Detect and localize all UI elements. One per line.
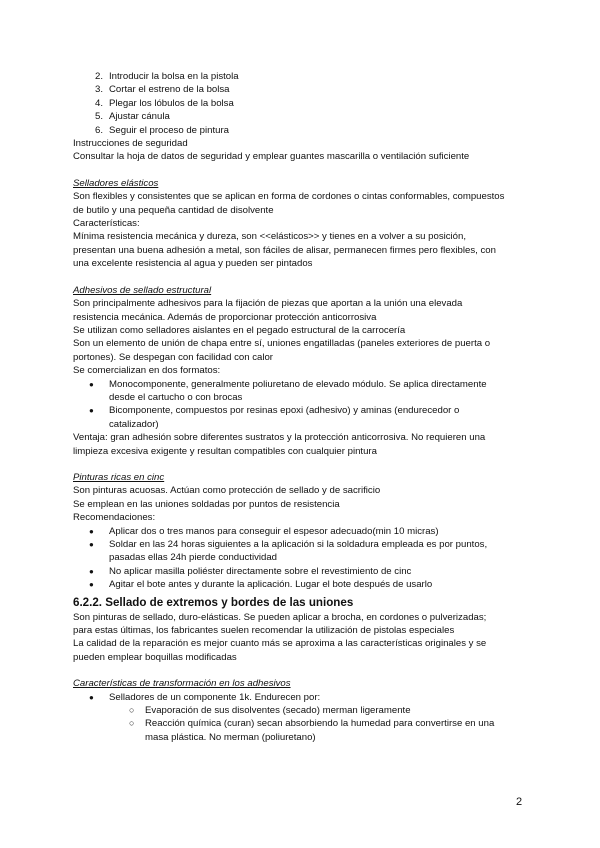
safety-title: Instrucciones de seguridad <box>73 138 188 150</box>
list-item <box>73 565 531 578</box>
list-text: pasadas ellas 24h pierde conductividad <box>109 552 278 564</box>
list-text: Cortar el estreno de la bolsa <box>109 84 230 96</box>
list-item <box>73 717 531 744</box>
safety-text: Consultar la hoja de datos de seguridad y emplear guantes mascarilla o ventilación suficiente <box>73 151 470 163</box>
paragraph-line: Son pinturas acuosas. Actúan como protección de sellado y de sacrificio <box>73 485 381 497</box>
list-item <box>73 83 531 96</box>
list-number: 6. <box>94 124 103 136</box>
zinc-heading: Pinturas ricas en cinc <box>73 471 165 483</box>
paragraph-line: La calidad de la reparación es mejor cuanto más se aproxima a las características originales y se <box>73 638 487 650</box>
paragraph-line: Recomendaciones: <box>73 512 156 524</box>
list-text: desde el cartucho o con brocas <box>109 391 243 403</box>
list-item <box>73 704 531 717</box>
paragraph-line: portones). Se despegan con facilidad con calor <box>73 351 273 363</box>
paragraph-line: Se comercializan en dos formatos: <box>73 365 221 377</box>
transform-heading: Características de transformación en los adhesivos <box>73 678 291 690</box>
list-item <box>73 525 531 538</box>
list-item <box>73 538 531 565</box>
elastic-heading: Selladores elásticos <box>73 177 159 189</box>
list-text: No aplicar masilla poliéster directamente sobre el revestimiento de cinc <box>109 565 412 577</box>
list-text: Selladores de un componente 1k. Endurecen por: <box>109 691 321 703</box>
structural-heading: Adhesivos de sellado estructural <box>73 284 212 296</box>
paragraph-line: Son flexibles y consistentes que se aplican en forma de cordones o cintas conformables, compuestos <box>73 191 505 203</box>
list-number: 2. <box>94 71 103 82</box>
list-text: Ajustar cánula <box>109 111 170 123</box>
list-number: 5. <box>94 111 103 123</box>
paragraph-line: de butilo y una pequeña cantidad de disolvente <box>73 204 274 216</box>
list-text: Bicomponente, compuestos por resinas epoxi (adhesivo) y aminas (endurecedor o <box>109 405 460 417</box>
steps-list <box>73 70 531 137</box>
list-item <box>73 97 531 110</box>
paragraph-line: Son principalmente adhesivos para la fijación de piezas que aportan a la unión una elevada <box>73 298 463 310</box>
page-number: 2 <box>516 796 523 808</box>
list-text: Soldar en las 24 horas siguientes a la aplicación si la soldadura empleada es por puntos, <box>109 539 488 550</box>
recommendations-list <box>73 525 531 592</box>
list-text: Plegar los lóbulos de la bolsa <box>109 97 234 109</box>
list-item <box>73 378 531 405</box>
list-text: Evaporación de sus disolventes (secado) merman ligeramente <box>145 705 411 717</box>
page-content <box>73 70 531 744</box>
paragraph-line: Ventaja: gran adhesión sobre diferentes sustratos y la protección anticorrosiva. No requieren una <box>73 432 486 444</box>
transform-sublist <box>73 704 531 744</box>
list-text: Monocomponente, generalmente poliuretano de elevado módulo. Se aplica directamente <box>109 378 487 390</box>
paragraph-line: Se utilizan como selladores aislantes en el pegado estructural de la carrocería <box>73 324 406 336</box>
paragraph-line: una excelente resistencia al agua y pueden ser pintados <box>73 258 313 270</box>
list-item <box>73 70 531 83</box>
paragraph-line: resistencia mecánica. Además de proporcionar protección anticorrosiva <box>73 311 377 323</box>
paragraph-line: Son pinturas de sellado, duro-elásticas. Se pueden aplicar a brocha, en cordones o pulverizadas; <box>73 611 487 623</box>
list-item <box>73 124 531 137</box>
list-text: Seguir el proceso de pintura <box>109 124 229 136</box>
list-text: masa plástica. No merman (poliuretano) <box>145 731 316 743</box>
list-text: Introducir la bolsa en la pistola <box>109 71 239 82</box>
section-title: 6.2.2. Sellado de extremos y bordes de las uniones <box>73 595 354 609</box>
list-item <box>73 691 531 704</box>
paragraph-line: presentan una buena adhesión a metal, son fáciles de alisar, permanecen firmes pero flexibles, con <box>73 244 496 256</box>
paragraph-line: Mínima resistencia mecánica y dureza, son <<elásticos>> y tienes en a volver a su posición, <box>73 231 467 243</box>
paragraph-line: Son un elemento de unión de chapa entre sí, uniones engatilladas (paneles exteriores de puerta o <box>73 338 491 350</box>
paragraph-line: para estas últimas, los fabricantes suelen recomendar la utilización de pistolas especiales <box>73 625 455 637</box>
list-item <box>73 404 531 431</box>
list-text: Reacción química (curan) secan absorbiendo la humedad para convertirse en una <box>145 718 495 730</box>
list-item <box>73 578 531 591</box>
list-text: Aplicar dos o tres manos para conseguir el espesor adecuado(min 10 micras) <box>109 525 439 537</box>
paragraph-line: Se emplean en las uniones soldadas por puntos de resistencia <box>73 498 340 510</box>
formats-list <box>73 378 531 432</box>
list-number: 4. <box>94 97 103 109</box>
paragraph-line: limpieza excesiva exigente y resultan compatibles con cualquier pintura <box>73 445 377 457</box>
paragraph-line: pueden emplear boquillas modificadas <box>73 651 237 663</box>
list-item <box>73 110 531 123</box>
list-text: Agitar el bote antes y durante la aplicación. Lugar el bote después de usarlo <box>109 579 433 591</box>
features-label: Características: <box>73 218 140 230</box>
list-text: catalizador) <box>109 418 159 430</box>
transform-list <box>73 691 531 704</box>
list-number: 3. <box>94 84 103 96</box>
